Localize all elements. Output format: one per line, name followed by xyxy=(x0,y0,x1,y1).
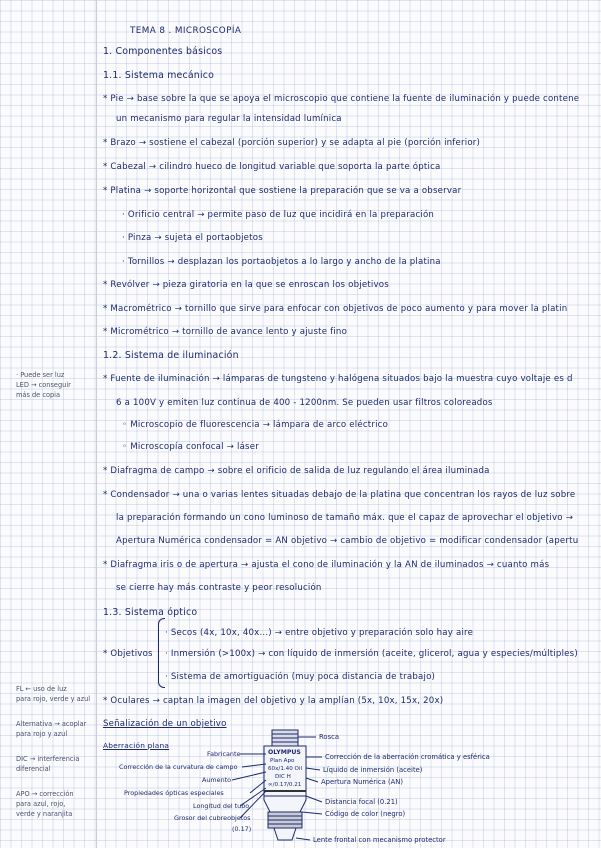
label-grosor-value: (0.17) xyxy=(232,825,252,833)
text-revolver: * Revólver → pieza giratoria en la que se enroscan los objetivos xyxy=(103,280,389,290)
text-oculares: * Oculares → captan la imagen del objetivo y la amplían (5x, 10x, 15x, 20x) xyxy=(103,696,444,706)
side-note-led: · Puede ser luz LED → conseguir más de copia xyxy=(16,371,71,399)
text-diafragma-campo: * Diafragma de campo → sobre el orificio de salida de luz regulando el área iluminada xyxy=(103,466,490,476)
text-pinza: · Pinza → sujeta el portaobjetos xyxy=(122,233,263,243)
text-pie-2: un mecanismo para regular la intensidad lumínica xyxy=(116,114,342,124)
lens-plan-apo: Plan Apo xyxy=(270,758,295,764)
label-liquido: Líquido de inmersión (aceite) xyxy=(323,766,423,774)
side-note-apo: APO → corrección para azul, rojo, verde y naranjita xyxy=(16,790,74,818)
heading-illumination-system: 1.2. Sistema de iluminación xyxy=(103,350,239,361)
side-note-fl: FL ← uso de luz para rojo, verde y azul xyxy=(16,685,91,703)
text-objetivos-label: * Objetivos xyxy=(103,649,153,659)
page-title: TEMA 8 . MICROSCOPÍA xyxy=(130,26,242,36)
text-platina: * Platina → soporte horizontal que sostiene la preparación que se va a observar xyxy=(103,186,462,196)
lens-brand: OLYMPUS xyxy=(268,749,301,756)
side-note-dic: DIC → interferencia diferencial xyxy=(16,755,80,773)
text-fuente-2: 6 a 100V y emiten luz continua de 400 - 1200nm. Se pueden usar filtros coloreados xyxy=(116,398,493,408)
label-aumento: Aumento xyxy=(202,776,232,784)
lens-tube: ∞/0.17/0.21 xyxy=(268,782,302,788)
text-secos: · Secos (4x, 10x, 40x...) → entre objetivo y preparación solo hay aire xyxy=(165,628,474,638)
text-tornillos: · Tornillos → desplazan los portaobjetos a lo largo y ancho de la platina xyxy=(122,257,441,267)
objective-front-lens xyxy=(274,828,296,840)
text-aberracion-plana: Aberración plana xyxy=(103,741,170,750)
label-lente-frontal: Lente frontal con mecanismo protector xyxy=(313,836,446,844)
heading-optical-system: 1.3. Sistema óptico xyxy=(103,607,198,618)
label-propiedades: Propiedades ópticas especiales xyxy=(124,789,224,797)
text-cabezal: * Cabezal → cilindro hueco de longitud variable que soporta la parte óptica xyxy=(103,162,441,172)
text-macrometrico: * Macrométrico → tornillo que sirve para enfocar con objetivos de poco aumento y para mover la platin xyxy=(103,304,568,314)
label-aberracion: Corrección de la aberración cromática y esférica xyxy=(325,753,490,761)
label-fabricante: Fabricante xyxy=(207,750,241,758)
heading-components: 1. Componentes básicos xyxy=(103,46,223,57)
text-pie-1: * Pie → base sobre la que se apoya el microscopio que contiene la fuente de iluminación y puede contene xyxy=(103,94,580,104)
text-orificio: · Orificio central → permite paso de luz que incidirá en la preparación xyxy=(122,210,435,220)
text-fluorescencia: ◦ Microscopio de fluorescencia → lámpara de arco eléctrico xyxy=(122,420,389,430)
label-curvatura: Corrección de la curvatura de campo xyxy=(119,763,238,771)
heading-objective-labeling: Señalización de un objetivo xyxy=(103,719,227,729)
text-inmersion: · Inmersión (>100x) → con líquido de inmersión (aceite, glicerol, agua y especies/múltiples) xyxy=(165,649,578,659)
text-fuente-1: * Fuente de iluminación → lámparas de tungsteno y halógena situados bajo la muestra cuyo voltaje es d xyxy=(103,374,573,384)
label-grosor: Grosor del cubreobjetos xyxy=(174,814,251,822)
side-note-alternativa: Alternativa → acoplar para rojo y azul xyxy=(16,720,87,738)
lens-dic: DIC H xyxy=(275,774,291,780)
text-condensador-1: * Condensador → una o varias lentes situadas debajo de la platina que concentran los rayos de luz sobre xyxy=(103,490,576,500)
text-confocal: ◦ Microscopía confocal → láser xyxy=(122,442,259,452)
label-longitud-tubo: Longitud del tubo xyxy=(193,802,250,810)
label-codigo-color: Código de color (negro) xyxy=(325,810,406,818)
lens-magnification: 60x/1.40 Oil xyxy=(268,766,303,772)
text-iris-1: * Diafragma iris o de apertura → ajusta el cono de iluminación y la AN de iluminados → cuanto más xyxy=(103,560,550,570)
text-condensador-2: la preparación formando un cono luminoso de tamaño máx. que el capaz de aprovechar el objetivo → xyxy=(116,513,574,523)
label-apertura: Apertura Numérica (AN) xyxy=(321,778,404,786)
label-rosca: Rosca xyxy=(319,733,340,741)
heading-mechanical-system: 1.1. Sistema mecánico xyxy=(103,70,215,81)
text-brazo: * Brazo → sostiene el cabezal (porción superior) y se adapta al pie (porción inferior) xyxy=(103,138,481,148)
label-distancia: Distancia focal (0.21) xyxy=(325,798,398,806)
text-amortiguacion: · Sistema de amortiguación (muy poca distancia de trabajo) xyxy=(165,672,436,682)
text-condensador-3: Apertura Numérica condensador = AN objetivo → cambio de objetivo = modificar condensador (apertu xyxy=(116,536,579,546)
text-micrometrico: * Micrométrico → tornillo de avance lento y ajuste fino xyxy=(103,327,348,337)
text-iris-2: se cierre hay más contraste y peor resolución xyxy=(116,583,322,593)
